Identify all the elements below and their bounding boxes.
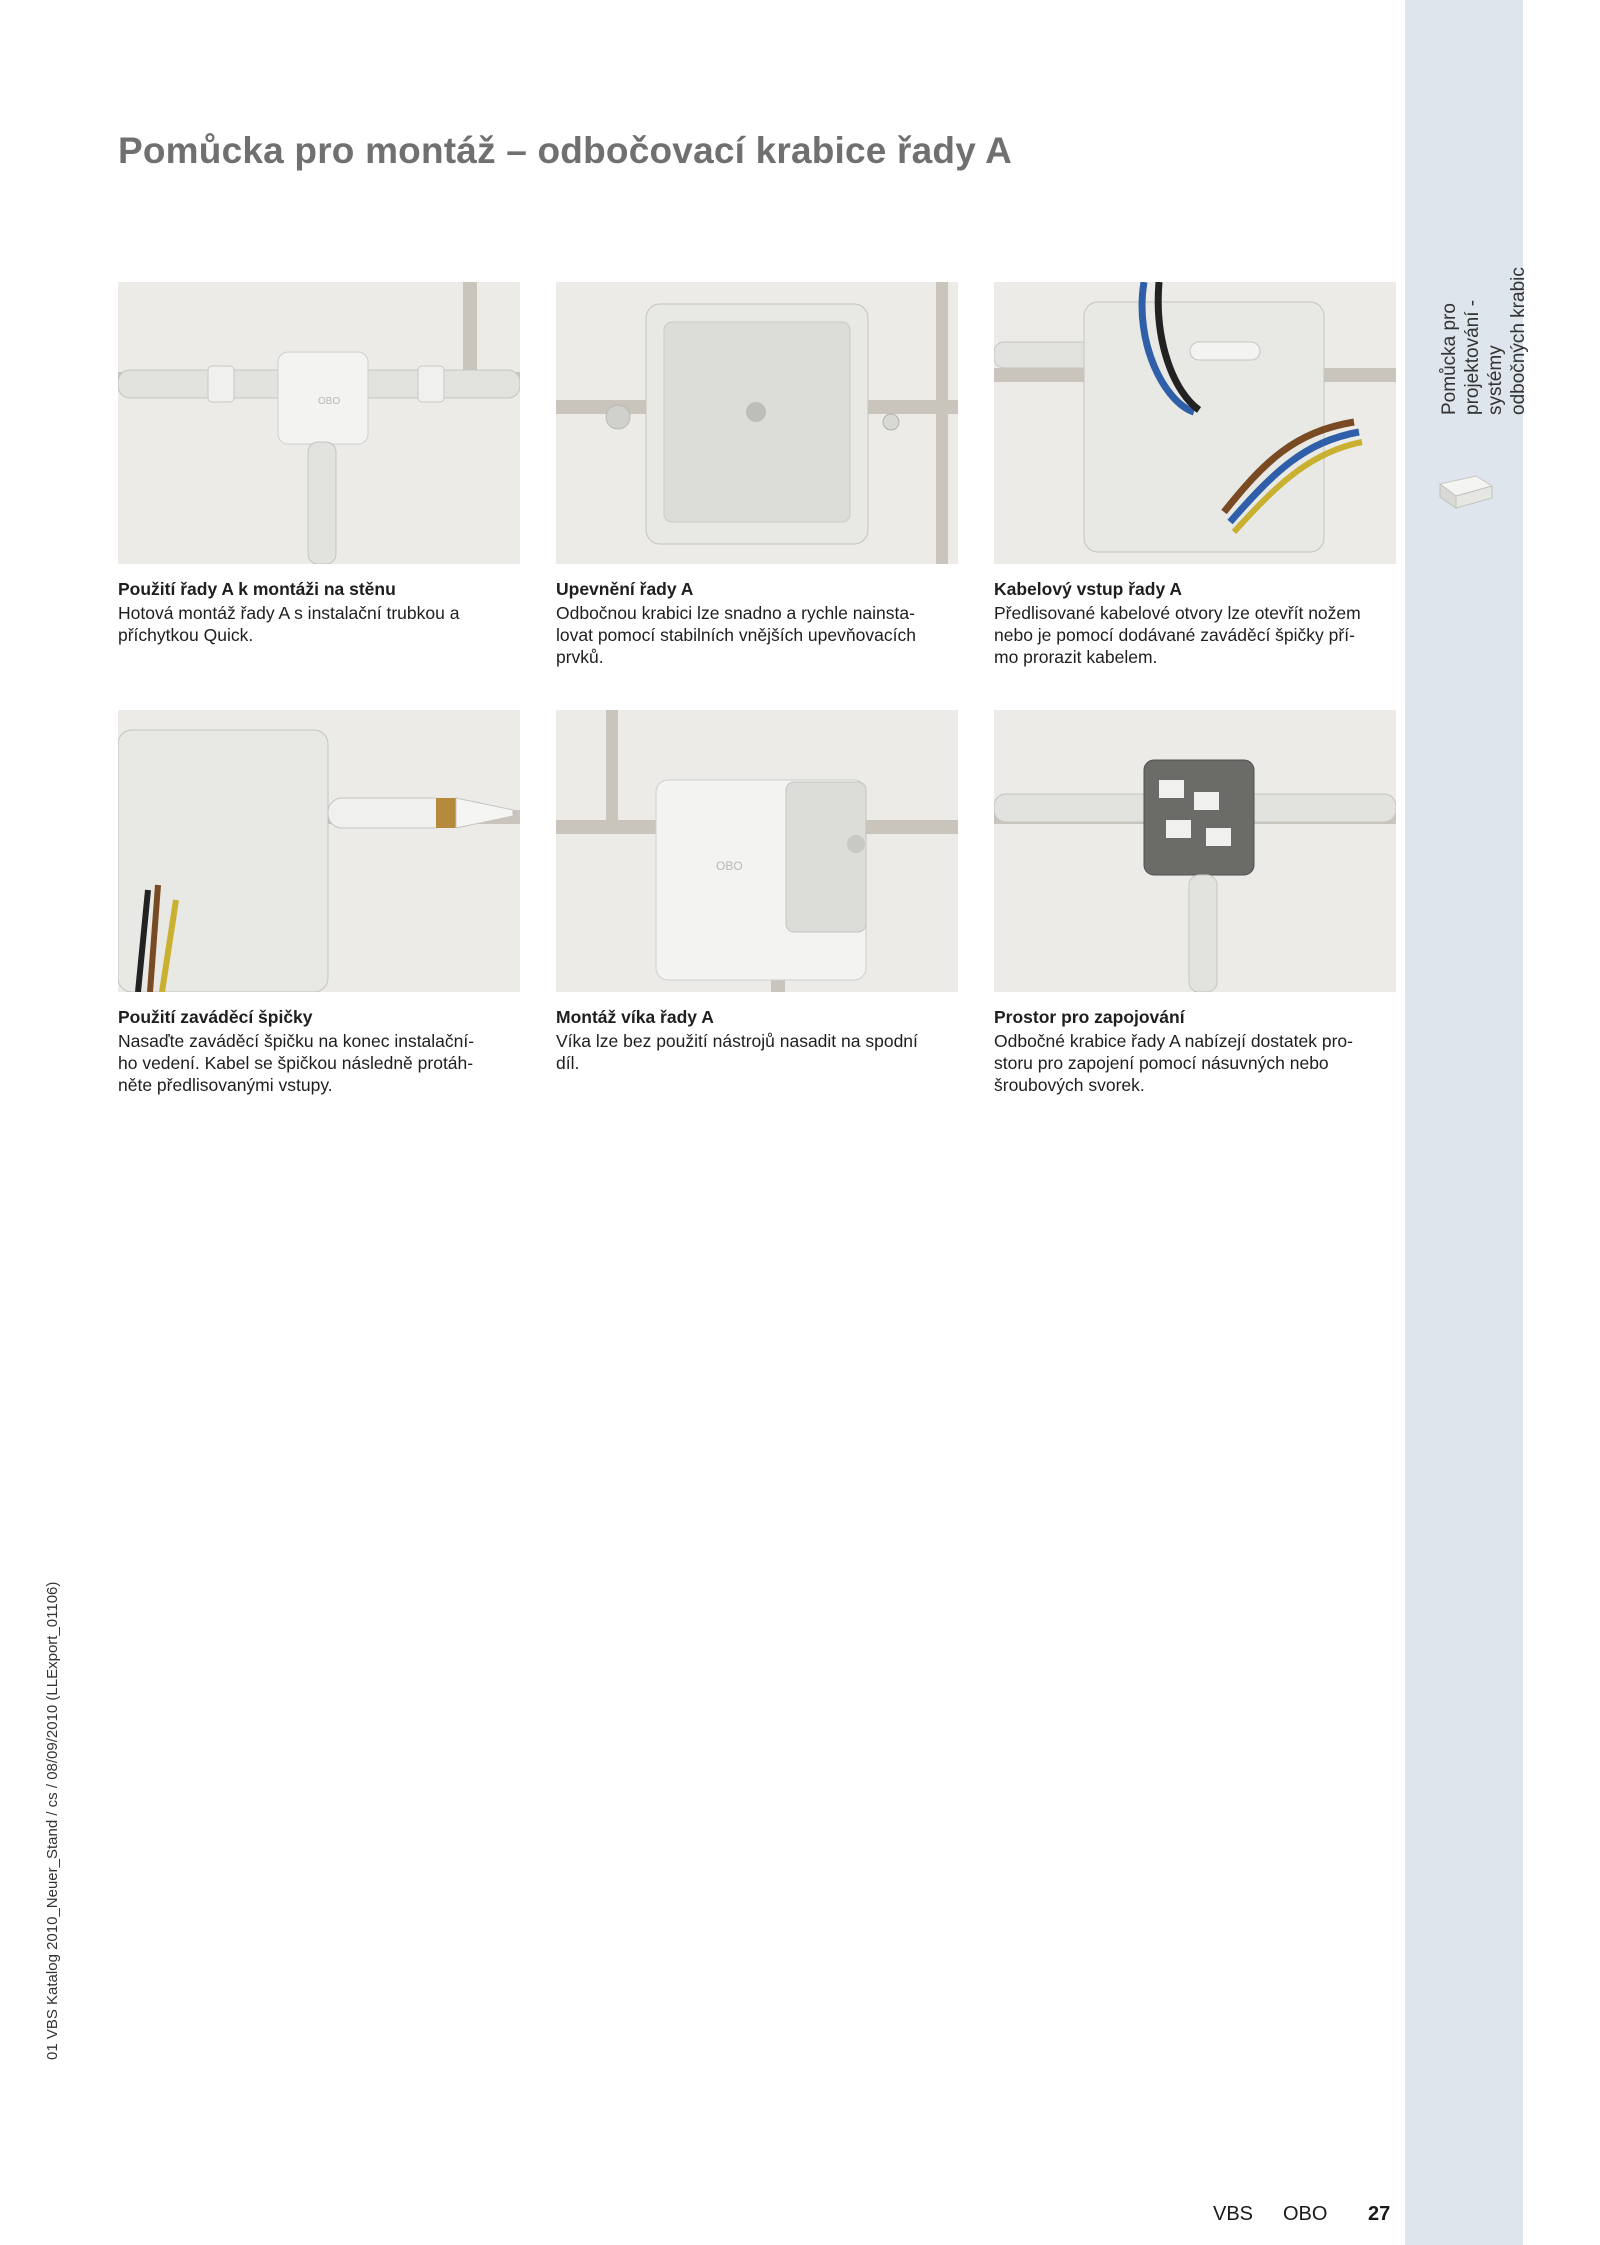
caption-cable-entry [994,578,1396,668]
caption-heading: Použití zaváděcí špičky [118,1007,313,1027]
caption-wiring-space [994,1006,1396,1096]
caption-box-fixing [556,578,958,668]
caption-heading: Použití řady A k montáži na stěnu [118,579,396,599]
photo-lid-mounting [556,710,958,992]
caption-lid-mounting [556,1006,958,1074]
junction-box-thumbnail-icon [1436,470,1494,512]
footer-brand-vbs: VBS [1213,2203,1254,2225]
caption-text: Odbočnou krabici lze snadno a rychle nainsta- lovat pomocí stabilních vnějších upevňovacích prvků. [556,603,916,667]
photo-wall-mount [118,282,520,564]
page-number: 27 [1368,2203,1391,2225]
caption-insertion-tip [118,1006,520,1096]
photo-wiring-space [994,710,1396,992]
footer-brand-obo: OBO [1283,2203,1328,2225]
caption-text: Předlisované kabelové otvory lze otevřít nožem nebo je pomocí dodávané zaváděcí špičky pří- mo prorazit kabelem. [994,603,1361,667]
photo-cable-entry [994,282,1396,564]
print-side-note: 01 VBS Katalog 2010_Neuer_Stand / cs / 08/09/2010 (LLExport_01106) [44,1581,61,2060]
caption-text: Odbočné krabice řady A nabízejí dostatek pro- storu pro zapojení pomocí násuvných nebo šroubových svorek. [994,1031,1353,1095]
photo-insertion-tip [118,710,520,992]
caption-text: Nasaďte zaváděcí špičku na konec instalační- ho vedení. Kabel se špičkou následně protáh- něte předlisovanými vstupy. [118,1031,475,1095]
caption-heading: Upevnění řady A [556,579,694,599]
sidebar-section-label: Pomůcka pro projektování - systémy odbočných krabic [1439,267,1529,415]
caption-heading: Prostor pro zapojování [994,1007,1185,1027]
caption-text: Hotová montáž řady A s instalační trubkou a příchytkou Quick. [118,603,460,645]
svg-text:OBO: OBO [716,859,743,873]
caption-heading: Montáž víka řady A [556,1007,714,1027]
photo-box-fixing [556,282,958,564]
caption-text: Víka lze bez použití nástrojů nasadit na spodní díl. [556,1031,918,1073]
caption-heading: Kabelový vstup řady A [994,579,1183,599]
svg-text:OBO: OBO [318,396,341,407]
page-title: Pomůcka pro montáž – odbočovací krabice řady A [118,130,1013,171]
caption-wall-mount [118,578,520,646]
